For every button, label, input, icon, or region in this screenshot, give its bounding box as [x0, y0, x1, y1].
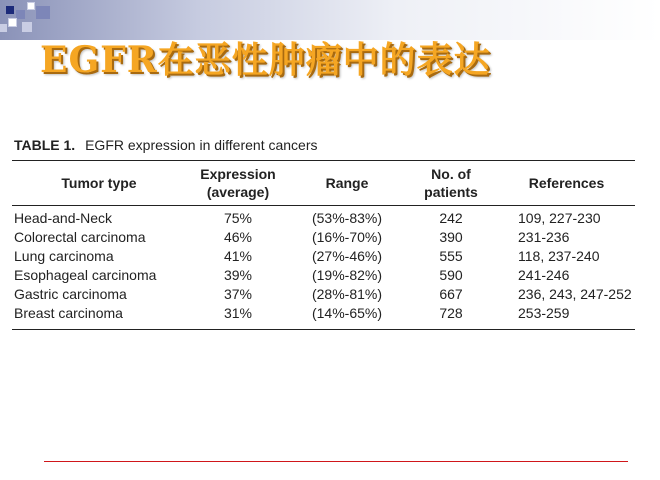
table-row [12, 206, 635, 229]
cell-range: (14%-65%) [311, 305, 383, 321]
decor-square-white [27, 2, 35, 10]
cell-expression: 31% [223, 305, 253, 321]
cell-references: 236, 243, 247-252 [518, 286, 632, 302]
header-expression-line2: (average) [206, 184, 270, 200]
header-patients-line1: No. of [431, 166, 471, 182]
header-expression [186, 161, 290, 206]
cell-patients: 667 [439, 286, 463, 302]
cell-tumor-type: Esophageal carcinoma [14, 267, 157, 283]
cell-patients: 390 [439, 229, 463, 245]
table-row [12, 247, 635, 266]
table-row [12, 285, 635, 304]
header-range: Range [325, 175, 369, 191]
slide-title: EGFR在恶性肿瘤中的表达 [40, 39, 491, 81]
cell-expression: 39% [223, 267, 253, 283]
cell-tumor-type: Gastric carcinoma [14, 286, 127, 302]
cell-range: (16%-70%) [311, 229, 383, 245]
decor-square-white [8, 18, 17, 27]
cell-patients: 555 [439, 248, 463, 264]
cell-patients: 728 [439, 305, 463, 321]
header-expression-line1: Expression [200, 166, 276, 182]
table-row [12, 266, 635, 285]
footer-divider-line [44, 461, 628, 462]
header-patients [404, 161, 498, 206]
decor-square-light [0, 24, 7, 32]
header-tumor-type: Tumor type [61, 175, 137, 191]
table-row [12, 228, 635, 247]
cell-tumor-type: Lung carcinoma [14, 248, 114, 264]
decor-square-mid [16, 10, 25, 19]
cell-range: (27%-46%) [311, 248, 383, 264]
decor-square-dark [6, 6, 14, 14]
cell-references: 253-259 [518, 305, 570, 321]
cell-expression: 75% [223, 210, 253, 226]
decor-square-light [22, 22, 32, 32]
cell-tumor-type: Colorectal carcinoma [14, 229, 146, 245]
cell-patients: 242 [439, 210, 463, 226]
decor-square-mid [36, 6, 50, 19]
table-caption-label: TABLE 1. [14, 137, 76, 153]
cell-references: 109, 227-230 [518, 210, 601, 226]
cell-range: (28%-81%) [311, 286, 383, 302]
table-header-row [12, 161, 635, 206]
egfr-expression-table [12, 160, 635, 330]
cell-references: 118, 237-240 [518, 248, 600, 264]
table-caption [14, 137, 318, 153]
header-patients-line2: patients [424, 184, 478, 200]
cell-references: 241-246 [518, 267, 570, 283]
cell-tumor-type: Breast carcinoma [14, 305, 123, 321]
table-row [12, 304, 635, 330]
cell-tumor-type: Head-and-Neck [14, 210, 113, 226]
header-decoration-band [0, 0, 660, 40]
cell-references: 231-236 [518, 229, 570, 245]
cell-expression: 46% [223, 229, 253, 245]
cell-range: (19%-82%) [311, 267, 383, 283]
header-references: References [528, 175, 605, 191]
cell-expression: 37% [223, 286, 253, 302]
cell-patients: 590 [439, 267, 463, 283]
cell-expression: 41% [223, 248, 253, 264]
cell-range: (53%-83%) [311, 210, 383, 226]
table-caption-text: EGFR expression in different cancers [85, 137, 318, 153]
